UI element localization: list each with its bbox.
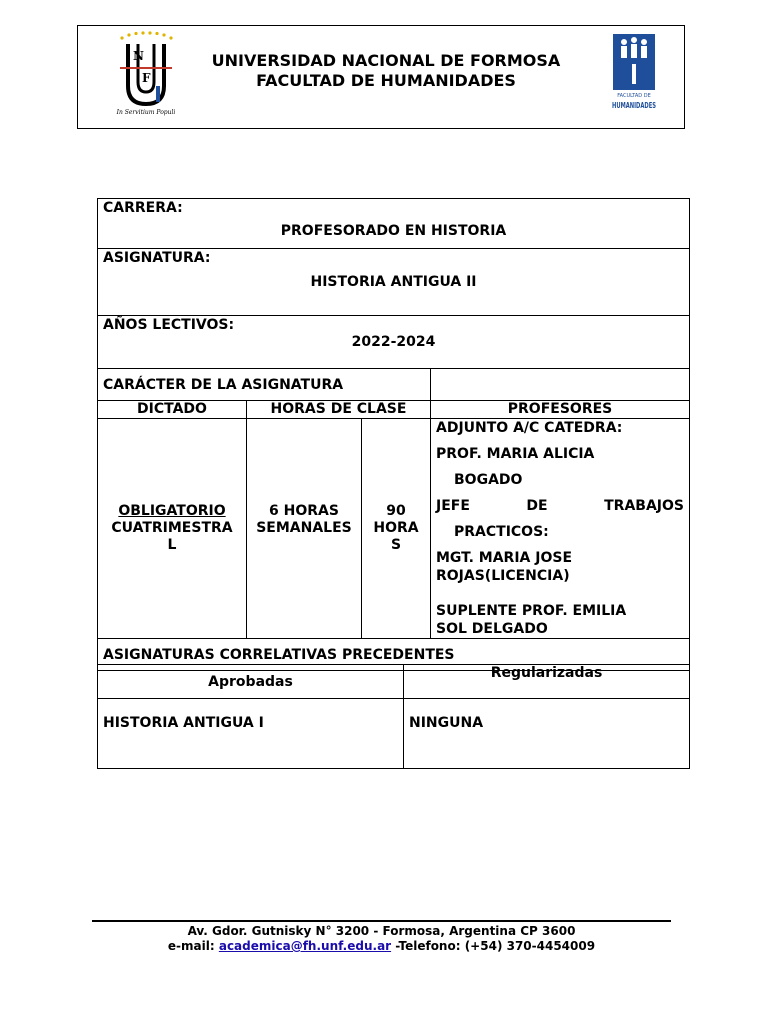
prof-name-1: PROF. MARIA ALICIA [436, 446, 595, 462]
prof-jefe-line [436, 497, 684, 515]
university-name: UNIVERSIDAD NACIONAL DE FORMOSA [211, 51, 561, 70]
footer-phone: -Telefono: (+54) 370-4454009 [391, 939, 596, 953]
prof-adjunto: ADJUNTO A/C CATEDRA: [436, 420, 623, 436]
footer-email-prefix: e-mail: [167, 939, 219, 953]
prof-suplente-line2: SOL DELGADO [436, 621, 548, 637]
anios-value: 2022-2024 [351, 334, 436, 350]
prof-jefe-practicos: PRACTICOS: [454, 524, 549, 540]
carrera-value: PROFESORADO EN HISTORIA [280, 223, 507, 239]
asignatura-value: HISTORIA ANTIGUA II [310, 274, 477, 290]
footer-contact-line [92, 939, 671, 954]
correlativas-table [97, 664, 690, 769]
correlativas-header-row [98, 665, 690, 699]
horas-total-line3: S [390, 537, 402, 553]
prof-name-1b: BOGADO [454, 472, 523, 488]
document-header [77, 25, 685, 129]
caracter-empty-cell [431, 369, 690, 401]
asignatura-row [98, 249, 690, 316]
carrera-label: CARRERA: [103, 200, 183, 216]
course-info-table [97, 198, 690, 671]
column-headers-row [98, 401, 690, 419]
prof-jefe-word3: TRABAJOS [604, 498, 684, 514]
dictado-value-line2: CUATRIMESTRA [111, 520, 233, 536]
humanidades-logo-icon [611, 32, 657, 112]
page-footer [92, 924, 671, 954]
faculty-name: FACULTAD DE HUMANIDADES [256, 71, 516, 90]
footer-address: Av. Gdor. Gutnisky N° 3200 - Formosa, Argentina CP 3600 [187, 924, 576, 938]
dictado-value-obligatorio: OBLIGATORIO [118, 503, 226, 519]
anios-row [98, 316, 690, 369]
prof-mgt-line1: MGT. MARIA JOSE [436, 550, 573, 566]
prof-jefe-word2: DE [526, 498, 548, 514]
horas-total-line2: HORA [373, 520, 419, 536]
footer-email-link[interactable]: academica@fh.unf.edu.ar [218, 939, 392, 953]
horas-semanales-line1: 6 HORAS [269, 503, 339, 519]
dictado-cell [98, 419, 247, 639]
footer-divider [92, 920, 671, 922]
correlativas-label: ASIGNATURAS CORRELATIVAS PRECEDENTES [98, 639, 690, 671]
profesores-cell [431, 419, 690, 639]
horas-total-line1: 90 [386, 503, 406, 519]
logo-humanidades-text: HUMANIDADES [612, 101, 657, 110]
logo-motto: In Servitium Populi [116, 109, 176, 116]
carrera-row [98, 199, 690, 249]
regularizadas-header: Regularizadas [404, 665, 690, 699]
anios-cell [98, 316, 690, 369]
horas-header: HORAS DE CLASE [247, 401, 431, 419]
prof-suplente-line1: SUPLENTE PROF. EMILIA [436, 603, 627, 619]
details-row [98, 419, 690, 639]
correlativas-values-row [98, 699, 690, 769]
horas-semanales-line2: SEMANALES [256, 520, 352, 536]
prof-mgt-line2: ROJAS(LICENCIA) [436, 568, 570, 584]
dictado-header: DICTADO [98, 401, 247, 419]
unf-logo-icon [108, 30, 184, 116]
profesores-header: PROFESORES [431, 401, 690, 419]
logo-letter-n: N [133, 49, 144, 63]
caracter-row [98, 369, 690, 401]
asignatura-label: ASIGNATURA: [103, 250, 211, 266]
anios-label: AÑOS LECTIVOS: [103, 317, 235, 333]
logo-letter-f: F [142, 71, 151, 85]
carrera-cell [98, 199, 690, 249]
aprobadas-value: HISTORIA ANTIGUA I [98, 699, 404, 769]
horas-total-cell [362, 419, 431, 639]
header-titles [190, 51, 582, 91]
dictado-value-line3: L [167, 537, 177, 553]
logo-facultad-text: FACULTAD DE [617, 93, 651, 99]
aprobadas-header: Aprobadas [98, 665, 404, 699]
asignatura-cell [98, 249, 690, 316]
horas-semanales-cell [247, 419, 362, 639]
regularizadas-value: NINGUNA [404, 699, 690, 769]
prof-jefe-word1: JEFE [436, 498, 470, 514]
caracter-label: CARÁCTER DE LA ASIGNATURA [98, 369, 431, 401]
